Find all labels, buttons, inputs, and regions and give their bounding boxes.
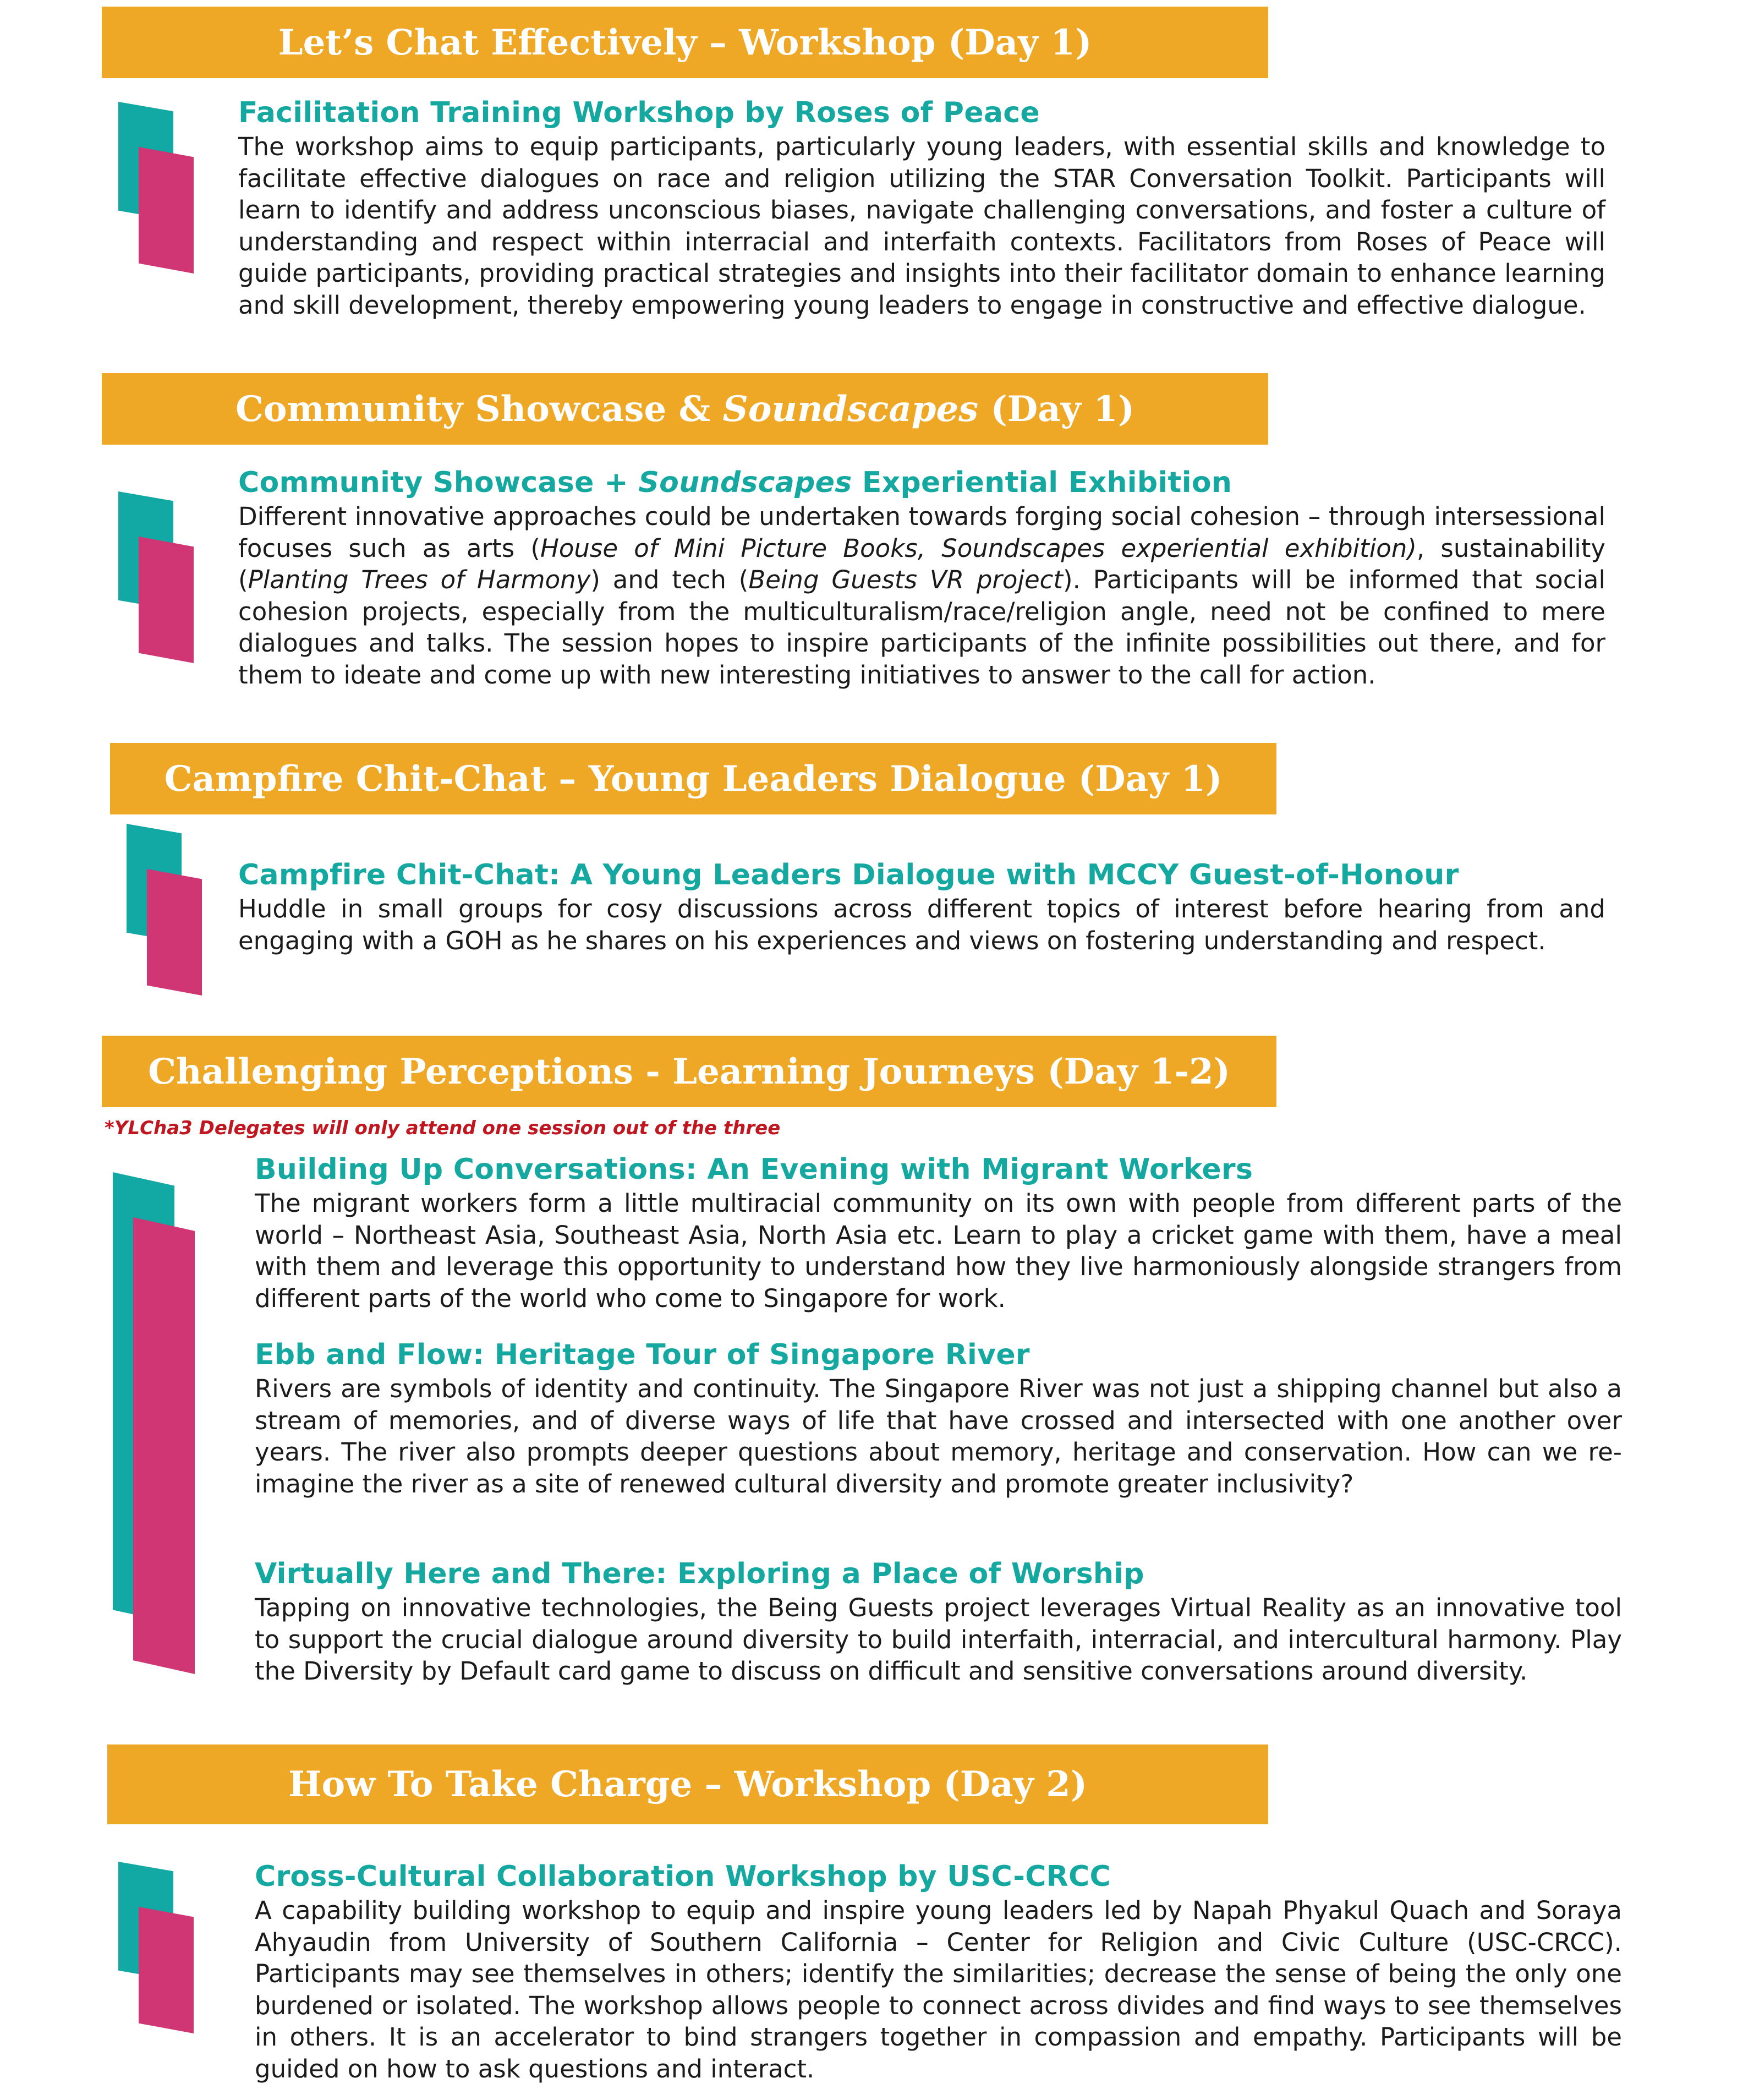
item-title: Building Up Conversations: An Evening with Migrant Workers [255, 1153, 1253, 1186]
banner-text: Community Showcase & Soundscapes (Day 1) [235, 388, 1135, 430]
section-banner-learning-journeys [102, 1036, 1276, 1107]
item-title: Campfire Chit-Chat: A Young Leaders Dialogue with MCCY Guest-of-Honour [238, 858, 1459, 892]
item-body: Huddle in small groups for cosy discussions across different topics of interest before hearing from and engaging with a GOH as he shares on his experiences and views on fostering understanding and respect. [238, 894, 1605, 955]
item-title: Facilitation Training Workshop by Roses of Peace [238, 96, 1040, 129]
section-banner-lets-chat [102, 7, 1268, 78]
item-body: Different innovative approaches could be undertaken towards forging social cohesion – through intersessional focuses such as arts (House of Mini Picture Books, Soundscapes experiential exhibition), sustainability (Planting Trees of Harmony) and tech (Being Guests VR project). Participants will be informed that social cohesion projects, especially from the multiculturalism/race/religion angle, need not be confined to mere dialogues and talks. The session hopes to inspire participants of the infinite possibilities out there, and for them to ideate and come up with new interesting initiatives to answer to the call for action. [238, 502, 1606, 690]
item-body: The migrant workers form a little multiracial community on its own with people from different parts of the world – Northeast Asia, Southeast Asia, North Asia etc. Learn to play a cricket game with them, have a meal with them and leverage this opportunity to understand how they live harmoniously alongside strangers from different parts of the world who come to Singapore for work. [255, 1189, 1622, 1313]
section-banner-campfire [110, 743, 1276, 814]
item-title: Community Showcase + Soundscapes Experiential Exhibition [238, 466, 1232, 499]
banner-text: Campfire Chit-Chat – Young Leaders Dialogue (Day 1) [164, 758, 1223, 800]
banner-text: Let’s Chat Effectively – Workshop (Day 1) [278, 21, 1092, 63]
banner-text: Challenging Perceptions - Learning Journeys (Day 1-2) [148, 1051, 1230, 1092]
item-title: Ebb and Flow: Heritage Tour of Singapore River [255, 1338, 1030, 1371]
banner-text: How To Take Charge – Workshop (Day 2) [288, 1764, 1087, 1805]
section-banner-take-charge [107, 1744, 1268, 1824]
item-body: Tapping on innovative technologies, the Being Guests project leverages Virtual Reality as an innovative tool to support the crucial dialogue around diversity to build interfaith, interracial, and intercultural harmony. Play the Diversity by Default card game to discuss on difficult and sensitive conversations around diversity. [255, 1593, 1622, 1686]
section-banner-community-showcase [102, 373, 1268, 445]
item-title: Virtually Here and There: Exploring a Place of Worship [255, 1557, 1144, 1590]
item-body: Rivers are symbols of identity and continuity. The Singapore River was not just a shipping channel but also a stream of memories, and of diverse ways of life that have crossed and intersected with one another over years. The river also prompts deeper questions about memory, heritage and conservation. How can we re-imagine the river as a site of renewed cultural diversity and promote greater inclusivity? [255, 1374, 1622, 1499]
item-body: A capability building workshop to equip and inspire young leaders led by Napah Phyakul Quach and Soraya Ahyaudin from University of Southern California – Center for Religion and Civic Culture (USC-CRCC). Participants may see themselves in others; identify the similarities; decrease the sense of being the only one burdened or isolated. The workshop allows people to connect across divides and find ways to see themselves in others. It is an accelerator to bind strangers together in compassion and empathy. Participants will be guided on how to ask questions and interact. [255, 1896, 1622, 2083]
item-body: The workshop aims to equip participants, particularly young leaders, with essential skills and knowledge to facilitate effective dialogues on race and religion utilizing the STAR Conversation Toolkit. Participants will learn to identify and address unconscious biases, navigate challenging conversations, and foster a culture of understanding and respect within interracial and interfaith contexts. Facilitators from Roses of Peace will guide participants, providing practical strategies and insights into their facilitator domain to enhance learning and skill development, thereby empowering young leaders to engage in constructive and effective dialogue. [238, 132, 1605, 320]
attendance-note: *YLCha3 Delegates will only attend one session out of the three [105, 1117, 781, 1139]
item-title: Cross-Cultural Collaboration Workshop by USC-CRCC [255, 1860, 1111, 1893]
